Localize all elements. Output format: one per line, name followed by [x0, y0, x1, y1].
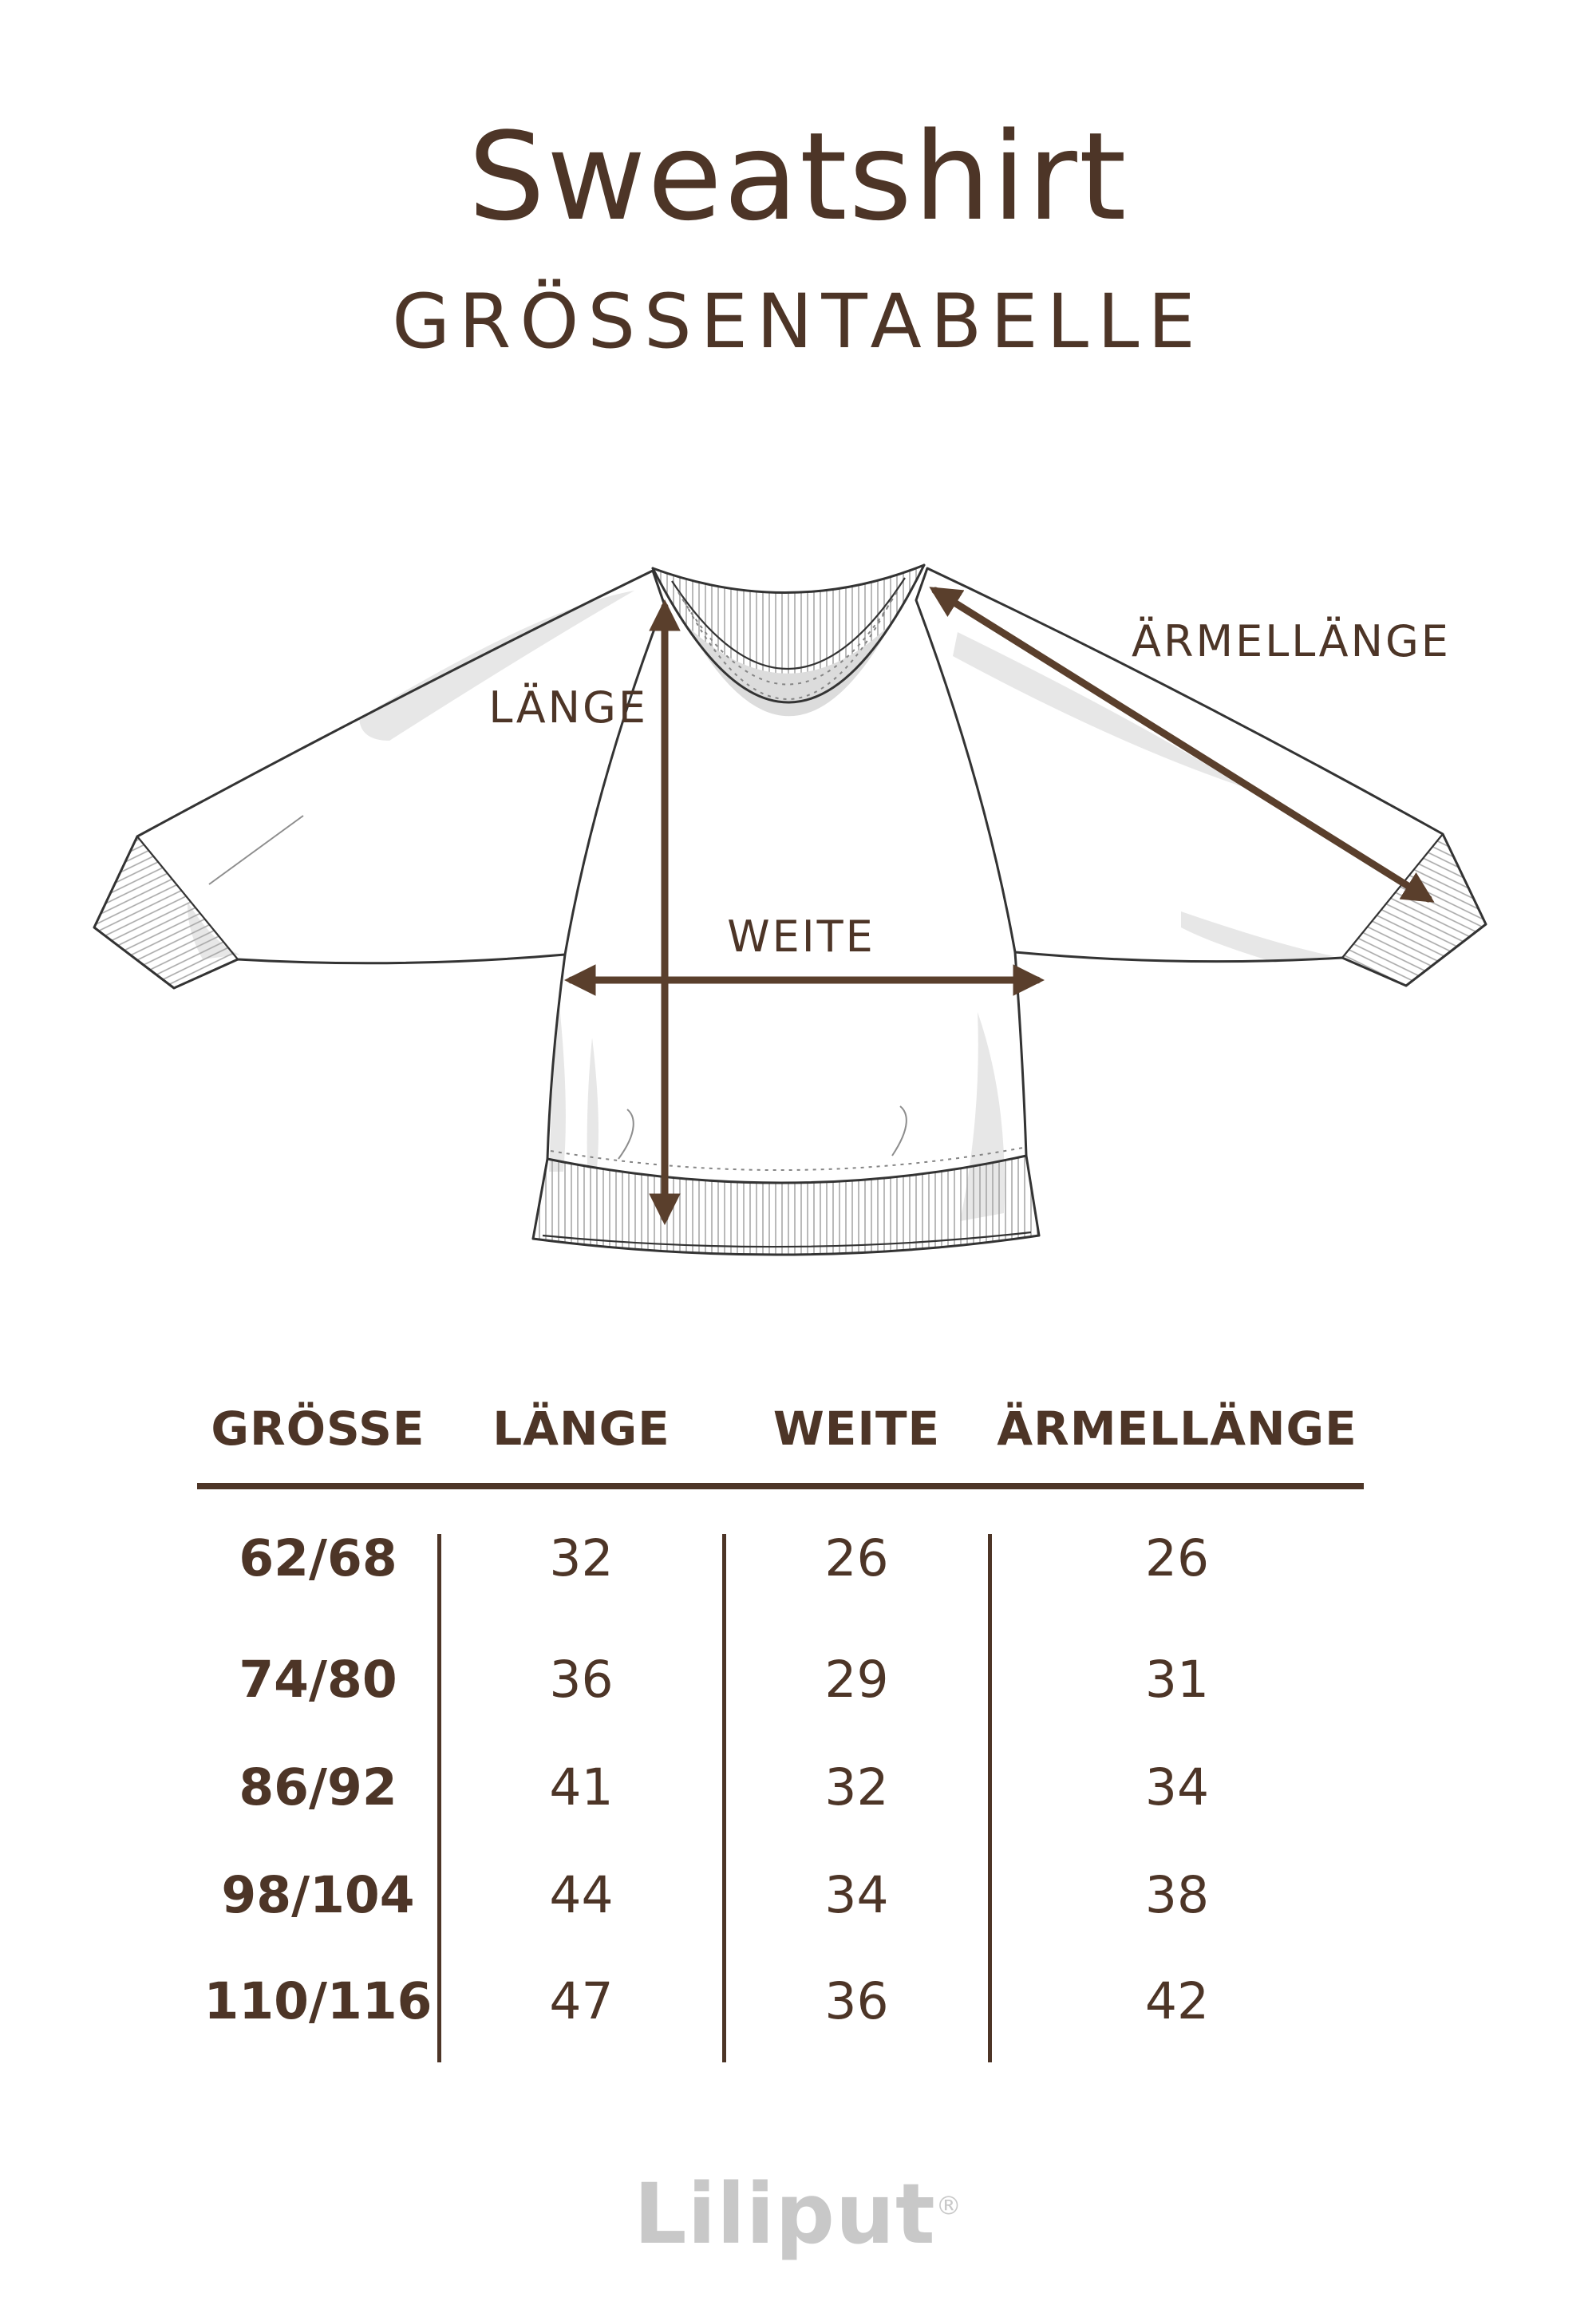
page-title: Sweatshirt: [468, 106, 1128, 247]
cell-laenge: 32: [549, 1529, 614, 1587]
cell-size: 98/104: [221, 1866, 415, 1924]
cell-weite: 36: [824, 1972, 889, 2030]
cell-laenge: 41: [549, 1758, 614, 1817]
table-header: [197, 1398, 1365, 1459]
cell-laenge: 44: [549, 1866, 614, 1924]
header-laenge: LÄNGE: [492, 1402, 670, 1456]
cell-weite: 29: [824, 1651, 889, 1709]
brand-name: Liliput: [634, 2165, 936, 2263]
page-subtitle: GRÖSSENTABELLE: [392, 279, 1204, 366]
cell-laenge: 36: [549, 1651, 614, 1709]
weite-label: WEITE: [727, 911, 875, 962]
body: [533, 952, 1039, 1255]
left-sleeve: [94, 571, 664, 988]
table-row: [197, 1626, 1365, 1734]
cell-aermellaenge: 31: [1144, 1651, 1210, 1709]
laenge-label: LÄNGE: [488, 682, 648, 733]
cell-laenge: 47: [549, 1972, 614, 2030]
cell-aermellaenge: 38: [1144, 1866, 1210, 1924]
header-aermellaenge: ÄRMELLÄNGE: [997, 1402, 1357, 1456]
registered-mark: ®: [935, 2190, 962, 2221]
header-groesse: GRÖSSE: [211, 1402, 425, 1456]
sweatshirt-diagram: [0, 511, 1596, 1325]
aermellaenge-label: ÄRMELLÄNGE: [1132, 616, 1451, 666]
cell-weite: 34: [824, 1866, 889, 1924]
cell-weite: 32: [824, 1758, 889, 1817]
header-weite: WEITE: [772, 1402, 941, 1456]
table-row: [197, 1947, 1365, 2056]
cell-aermellaenge: 26: [1144, 1529, 1210, 1587]
table-row: [197, 1504, 1365, 1613]
cell-aermellaenge: 34: [1144, 1758, 1210, 1817]
cell-aermellaenge: 42: [1144, 1972, 1210, 2030]
cell-size: 62/68: [239, 1529, 397, 1587]
table-row: [197, 1734, 1365, 1842]
cell-weite: 26: [824, 1529, 889, 1587]
collar: [653, 565, 924, 716]
header-rule: [197, 1483, 1364, 1489]
table-row: [197, 1841, 1365, 1950]
cell-size: 110/116: [203, 1972, 433, 2030]
brand-logo: [0, 2165, 1596, 2263]
cell-size: 86/92: [239, 1758, 397, 1817]
cell-size: 74/80: [239, 1651, 397, 1709]
